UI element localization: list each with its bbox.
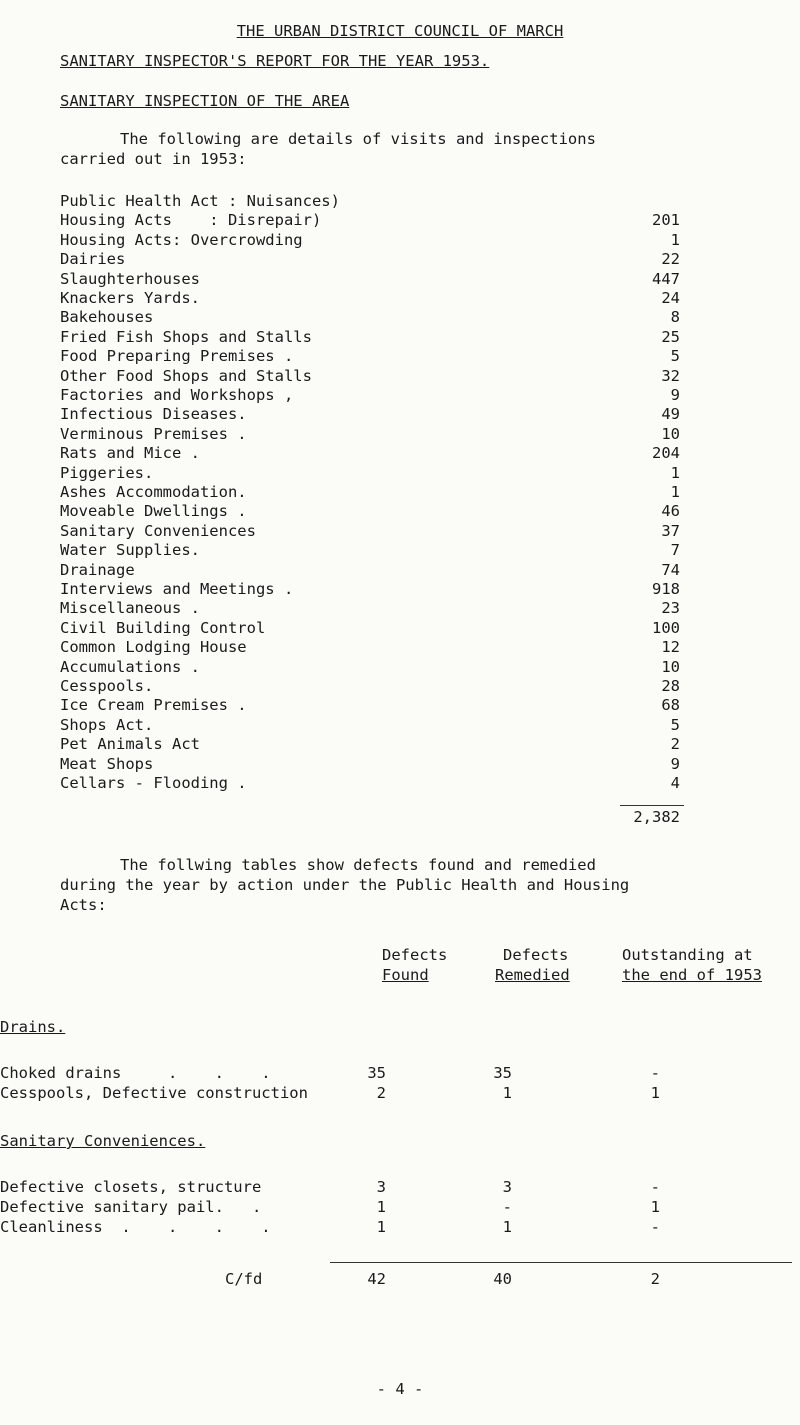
inspection-count: 49 xyxy=(661,405,680,424)
inspection-row xyxy=(60,755,680,775)
inspection-count: 4 xyxy=(670,774,680,792)
defect-row xyxy=(0,1178,800,1198)
inspection-count: 10 xyxy=(661,657,680,676)
inspection-count: 22 xyxy=(661,250,680,269)
inspection-count: 28 xyxy=(661,677,680,695)
inspection-count: 46 xyxy=(661,502,680,521)
inspection-label: Cesspools. xyxy=(60,677,154,695)
inspection-row xyxy=(60,502,680,522)
inspection-count: 1 xyxy=(670,230,680,249)
inspection-count: 447 xyxy=(652,269,680,288)
inspection-row xyxy=(60,250,680,270)
inspection-count: 918 xyxy=(652,580,680,598)
inspection-row xyxy=(60,405,680,425)
inspection-count: 100 xyxy=(652,618,680,637)
inspection-label: Bakehouses xyxy=(60,308,154,327)
defect-row xyxy=(0,1218,800,1238)
defect-found: 35 xyxy=(367,1064,386,1082)
defects-group-title: Sanitary Conveniences. xyxy=(0,1132,206,1150)
defects-intro-line-2: during the year by action under the Public Health and Housing xyxy=(60,876,630,894)
inspection-label: Knackers Yards. xyxy=(60,289,200,307)
inspection-row xyxy=(60,483,680,503)
inspection-count: 23 xyxy=(661,599,680,618)
defect-label: Defective closets, structure xyxy=(0,1178,262,1196)
inspection-count: 1 xyxy=(670,463,680,482)
inspection-label: Fried Fish Shops and Stalls xyxy=(60,327,312,346)
inspection-label: Meat Shops xyxy=(60,754,154,773)
defect-found: 1 xyxy=(376,1198,386,1216)
header-remedied-2: Remedied xyxy=(495,966,570,984)
defect-row xyxy=(0,1064,800,1084)
inspection-row xyxy=(60,580,680,600)
inspection-label: Miscellaneous . xyxy=(60,599,200,618)
inspection-count: 24 xyxy=(661,289,680,307)
defect-remedied: - xyxy=(502,1198,512,1216)
inspections-total: 2,382 xyxy=(633,808,680,826)
inspection-count: 12 xyxy=(661,638,680,657)
defect-found: 3 xyxy=(376,1178,386,1196)
defect-label: Cesspools, Defective construction xyxy=(0,1084,308,1102)
inspection-row xyxy=(60,638,680,658)
inspection-count: 1 xyxy=(670,483,680,501)
inspection-label: Public Health Act : Nuisances) xyxy=(60,192,340,210)
defect-label: Cleanliness . . . . xyxy=(0,1218,271,1236)
inspection-label: Housing Acts: Overcrowding xyxy=(60,230,303,249)
inspection-row xyxy=(60,716,680,736)
inspection-count: 25 xyxy=(661,327,680,346)
inspection-label: Civil Building Control xyxy=(60,618,266,637)
inspection-count: 32 xyxy=(661,366,680,385)
header-found-2: Found xyxy=(382,966,429,984)
defect-outstanding: - xyxy=(650,1064,660,1082)
inspection-row xyxy=(60,425,680,445)
inspection-count: 204 xyxy=(652,444,680,463)
inspection-count: 68 xyxy=(661,696,680,715)
inspection-row xyxy=(60,231,680,251)
inspection-label: Other Food Shops and Stalls xyxy=(60,366,312,385)
inspection-label: Moveable Dwellings . xyxy=(60,502,247,521)
header-outstanding-1: Outstanding at xyxy=(622,946,753,964)
inspection-label: Pet Animals Act xyxy=(60,735,200,754)
inspection-label: Interviews and Meetings . xyxy=(60,580,294,598)
inspection-count: 9 xyxy=(670,386,680,404)
inspection-row xyxy=(60,328,680,348)
inspection-label: Ice Cream Premises . xyxy=(60,696,247,715)
inspection-count: 7 xyxy=(670,541,680,560)
inspection-label: Water Supplies. xyxy=(60,541,200,560)
inspection-row xyxy=(60,774,680,794)
totals-found: 42 xyxy=(367,1270,386,1288)
defect-found: 1 xyxy=(376,1218,386,1236)
inspection-label: Infectious Diseases. xyxy=(60,405,247,424)
inspection-count: 5 xyxy=(670,715,680,734)
inspection-label: Sanitary Conveniences xyxy=(60,521,256,540)
defect-outstanding: - xyxy=(650,1218,660,1236)
inspection-count: 2 xyxy=(670,735,680,754)
defect-outstanding: 1 xyxy=(650,1198,660,1216)
header-remedied-1: Defects xyxy=(503,946,569,964)
defects-group-title: Drains. xyxy=(0,1018,66,1036)
inspection-count: 9 xyxy=(670,754,680,773)
inspection-label: Accumulations . xyxy=(60,657,200,676)
inspection-row xyxy=(60,211,680,231)
inspection-count: 8 xyxy=(670,308,680,327)
council-title: THE URBAN DISTRICT COUNCIL OF MARCH xyxy=(236,22,564,40)
totals-rule xyxy=(330,1262,792,1263)
header-found-1: Defects xyxy=(382,946,448,964)
inspection-count: 5 xyxy=(670,347,680,366)
defects-totals-row xyxy=(0,1270,800,1290)
totals-outstanding: 2 xyxy=(650,1270,660,1288)
inspection-row xyxy=(60,696,680,716)
inspection-row xyxy=(60,561,680,581)
inspection-row xyxy=(60,619,680,639)
defects-intro-line-1: The follwing tables show defects found and remedied xyxy=(120,856,596,874)
inspection-row xyxy=(60,522,680,542)
inspection-row xyxy=(60,599,680,619)
inspection-row xyxy=(60,677,680,697)
inspection-row xyxy=(60,658,680,678)
inspection-row xyxy=(60,444,680,464)
defect-remedied: 1 xyxy=(502,1218,512,1236)
inspection-row xyxy=(60,464,680,484)
inspection-label: Slaughterhouses xyxy=(60,269,200,288)
defect-remedied: 35 xyxy=(493,1064,512,1082)
inspection-row xyxy=(60,270,680,290)
inspection-row xyxy=(60,289,680,309)
inspection-label: Factories and Workshops , xyxy=(60,386,294,404)
inspection-row xyxy=(60,347,680,367)
inspection-label: Cellars - Flooding . xyxy=(60,774,247,792)
intro-line-1: The following are details of visits and inspections xyxy=(120,130,596,148)
inspection-row xyxy=(60,541,680,561)
intro-line-2: carried out in 1953: xyxy=(60,150,247,168)
inspection-label: Drainage xyxy=(60,560,135,579)
page-number: - 4 - xyxy=(376,1380,424,1398)
inspection-row xyxy=(60,192,680,212)
inspection-label: Piggeries. xyxy=(60,463,154,482)
totals-label: C/fd xyxy=(225,1270,263,1288)
inspection-label: Ashes Accommodation. xyxy=(60,483,247,501)
inspection-count: 201 xyxy=(652,211,680,230)
inspection-row xyxy=(60,735,680,755)
inspection-count: 37 xyxy=(661,521,680,540)
inspection-count: 74 xyxy=(661,560,680,579)
defect-outstanding: 1 xyxy=(650,1084,660,1102)
inspection-count: 10 xyxy=(661,424,680,443)
header-outstanding-2: the end of 1953 xyxy=(622,966,762,984)
inspection-label: Rats and Mice . xyxy=(60,444,200,463)
inspection-row xyxy=(60,308,680,328)
inspection-label: Food Preparing Premises . xyxy=(60,347,294,366)
inspection-label: Verminous Premises . xyxy=(60,424,247,443)
inspection-label: Housing Acts : Disrepair) xyxy=(60,211,322,230)
inspection-label: Shops Act. xyxy=(60,715,154,734)
defect-remedied: 1 xyxy=(502,1084,512,1102)
defect-label: Defective sanitary pail. . xyxy=(0,1198,262,1216)
inspection-row xyxy=(60,367,680,387)
defect-row xyxy=(0,1198,800,1218)
defect-found: 2 xyxy=(376,1084,386,1102)
defect-label: Choked drains . . . xyxy=(0,1064,271,1082)
defect-outstanding: - xyxy=(650,1178,660,1196)
total-rule xyxy=(620,805,684,806)
section-heading: SANITARY INSPECTION OF THE AREA xyxy=(60,92,350,110)
defects-intro-line-3: Acts: xyxy=(60,896,107,914)
totals-remedied: 40 xyxy=(493,1270,512,1288)
defect-row xyxy=(0,1084,800,1104)
inspection-label: Common Lodging House xyxy=(60,638,247,657)
defect-remedied: 3 xyxy=(502,1178,512,1196)
report-title: SANITARY INSPECTOR'S REPORT FOR THE YEAR 1953. xyxy=(60,52,490,70)
inspection-row xyxy=(60,386,680,406)
inspection-label: Dairies xyxy=(60,250,126,269)
